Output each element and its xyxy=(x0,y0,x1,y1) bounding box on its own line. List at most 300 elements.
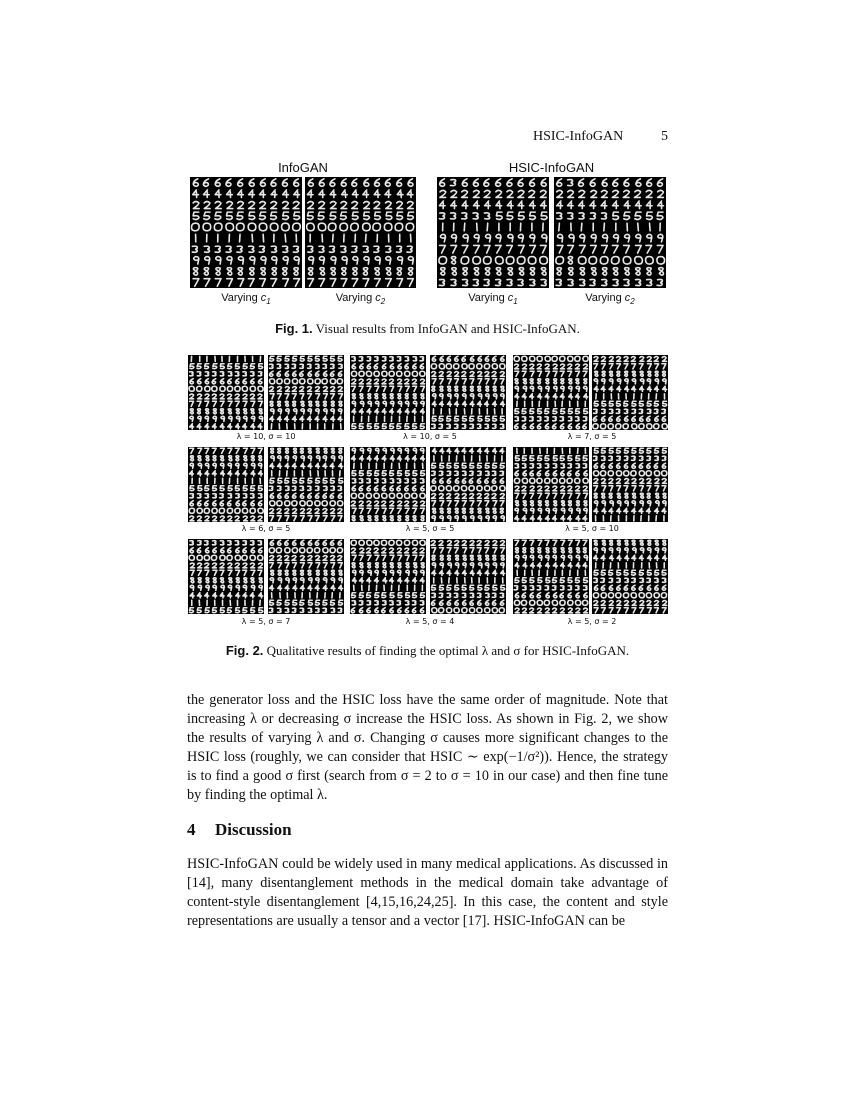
digit-grid-svg xyxy=(592,539,668,614)
digit-glyph xyxy=(192,246,197,252)
digit-glyph xyxy=(609,386,613,391)
digit-glyph xyxy=(413,379,417,384)
digit-glyph xyxy=(493,585,497,590)
fig1-grid-infogan-c1 xyxy=(190,177,302,288)
digit-glyph xyxy=(243,372,247,376)
digit-glyph xyxy=(530,563,534,568)
digit-glyph xyxy=(374,179,379,187)
digit-glyph xyxy=(331,516,335,521)
digit-glyph xyxy=(190,401,194,406)
digit-glyph xyxy=(514,478,519,483)
digit-glyph xyxy=(493,424,497,428)
digit-glyph xyxy=(663,540,666,545)
digit-glyph xyxy=(191,223,199,231)
digit-glyph xyxy=(514,356,519,361)
digit-glyph xyxy=(632,463,635,468)
digit-glyph xyxy=(451,234,456,242)
digit-glyph xyxy=(538,456,542,461)
digit-glyph xyxy=(523,563,527,568)
digit-glyph xyxy=(567,478,573,483)
digit-glyph xyxy=(492,356,496,361)
digit-glyph xyxy=(477,364,482,369)
digit-glyph xyxy=(617,540,620,545)
digit-glyph xyxy=(293,448,296,453)
digit-glyph xyxy=(462,179,467,187)
digit-glyph xyxy=(579,213,584,219)
digit-glyph xyxy=(333,234,334,242)
digit-glyph xyxy=(518,279,523,285)
digit-glyph xyxy=(613,268,618,276)
digit-glyph xyxy=(259,212,265,219)
digit-glyph xyxy=(462,463,466,468)
digit-glyph xyxy=(500,448,504,453)
digit-glyph xyxy=(212,563,216,568)
digit-glyph xyxy=(330,190,336,198)
digit-glyph xyxy=(454,501,458,506)
digit-glyph xyxy=(227,501,231,506)
digit-glyph xyxy=(530,501,533,506)
digit-glyph xyxy=(213,578,216,583)
digit-glyph xyxy=(363,190,369,198)
digit-glyph xyxy=(584,409,588,414)
digit-glyph xyxy=(337,379,342,384)
digit-glyph xyxy=(454,364,459,369)
digit-glyph xyxy=(235,563,239,568)
digit-glyph xyxy=(243,471,247,476)
digit-glyph xyxy=(421,570,425,575)
digit-glyph xyxy=(190,541,193,545)
digit-glyph xyxy=(636,245,642,253)
digit-glyph xyxy=(500,593,503,597)
digit-glyph xyxy=(655,379,659,384)
digit-glyph xyxy=(278,570,281,575)
digit-glyph xyxy=(259,223,267,231)
digit-glyph xyxy=(189,555,194,560)
digit-glyph xyxy=(568,600,573,605)
digit-glyph xyxy=(530,478,535,483)
digit-glyph xyxy=(308,608,312,612)
digit-glyph xyxy=(440,448,444,453)
digit-glyph xyxy=(455,508,458,513)
digit-glyph xyxy=(420,601,423,605)
digit-glyph xyxy=(646,471,651,476)
digit-glyph xyxy=(386,212,392,219)
digit-glyph xyxy=(390,357,393,361)
digit-glyph xyxy=(238,257,243,265)
digit-glyph xyxy=(500,416,504,421)
digit-glyph xyxy=(617,501,621,506)
digit-glyph xyxy=(448,394,452,399)
digit-glyph xyxy=(492,372,496,377)
digit-glyph xyxy=(190,548,194,553)
digit-glyph xyxy=(375,471,379,476)
digit-glyph xyxy=(593,593,598,598)
digit-glyph xyxy=(594,357,598,362)
digit-glyph xyxy=(390,555,394,560)
digit-glyph xyxy=(617,548,621,553)
digit-glyph xyxy=(351,501,355,506)
digit-glyph xyxy=(537,563,541,568)
digit-glyph xyxy=(277,371,281,376)
digit-glyph xyxy=(515,493,519,498)
digit-glyph xyxy=(662,409,666,413)
digit-glyph xyxy=(308,268,313,276)
digit-glyph xyxy=(640,379,644,384)
digit-glyph xyxy=(639,608,643,613)
digit-glyph xyxy=(431,600,435,605)
digit-glyph xyxy=(584,493,588,498)
digit-glyph xyxy=(412,540,417,545)
digit-glyph xyxy=(609,456,612,460)
digit-glyph xyxy=(308,463,312,468)
digit-glyph xyxy=(251,501,255,506)
digit-glyph xyxy=(189,386,194,391)
digit-glyph xyxy=(205,401,209,406)
digit-glyph xyxy=(271,279,277,287)
digit-glyph xyxy=(594,493,597,498)
digit-glyph xyxy=(412,371,417,376)
digit-glyph xyxy=(258,541,262,545)
digit-glyph xyxy=(560,356,565,361)
digit-glyph xyxy=(432,379,436,384)
digit-glyph xyxy=(213,585,217,590)
digit-glyph xyxy=(616,479,620,484)
digit-glyph xyxy=(285,556,289,561)
digit-glyph xyxy=(190,372,193,376)
digit-glyph xyxy=(462,448,466,453)
digit-glyph xyxy=(507,179,513,187)
digit-glyph xyxy=(398,578,402,583)
digit-glyph xyxy=(568,456,572,461)
digit-glyph xyxy=(294,190,300,198)
digit-glyph xyxy=(413,548,417,553)
digit-glyph xyxy=(212,379,216,384)
digit-glyph xyxy=(390,394,393,399)
digit-glyph xyxy=(397,212,403,219)
digit-glyph xyxy=(375,257,380,265)
digit-glyph xyxy=(639,456,642,460)
digit-glyph xyxy=(537,478,542,483)
digit-glyph xyxy=(244,409,247,414)
digit-glyph xyxy=(538,417,541,421)
digit-glyph xyxy=(530,540,534,545)
digit-glyph xyxy=(455,386,458,391)
digit-glyph xyxy=(236,608,240,613)
digit-glyph xyxy=(485,585,489,590)
digit-glyph xyxy=(485,608,490,613)
digit-glyph xyxy=(190,585,194,590)
digit-glyph xyxy=(412,608,415,613)
digit-glyph xyxy=(552,578,556,583)
digit-glyph xyxy=(528,257,536,265)
digit-glyph xyxy=(397,570,401,575)
digit-glyph xyxy=(244,456,247,461)
digit-glyph xyxy=(389,409,393,414)
digit-glyph xyxy=(206,585,210,590)
digit-glyph xyxy=(323,371,327,376)
digit-glyph xyxy=(238,279,244,287)
digit-glyph xyxy=(398,555,402,560)
digit-glyph xyxy=(514,540,518,545)
digit-glyph xyxy=(439,593,443,597)
digit-glyph xyxy=(500,548,504,553)
digit-glyph xyxy=(408,257,413,265)
digit-glyph xyxy=(270,501,275,506)
digit-glyph xyxy=(220,516,224,521)
digit-glyph xyxy=(308,516,312,521)
digit-glyph xyxy=(625,268,630,276)
digit-glyph xyxy=(624,486,628,491)
digit-glyph xyxy=(659,268,664,276)
digit-glyph xyxy=(338,387,342,392)
digit-glyph xyxy=(506,257,514,265)
digit-glyph xyxy=(405,601,409,605)
digit-glyph xyxy=(408,279,414,287)
digit-glyph xyxy=(568,501,571,506)
digit-glyph xyxy=(624,409,627,413)
digit-glyph xyxy=(213,364,217,369)
digit-glyph xyxy=(292,223,300,231)
digit-glyph xyxy=(405,386,409,391)
digit-glyph xyxy=(463,279,468,285)
digit-glyph xyxy=(390,424,394,429)
digit-glyph xyxy=(197,372,200,376)
digit-glyph xyxy=(374,493,379,498)
digit-glyph xyxy=(338,416,342,421)
digit-glyph xyxy=(331,600,335,605)
digit-glyph xyxy=(270,448,273,453)
digit-glyph xyxy=(609,601,613,606)
digit-glyph xyxy=(260,190,266,198)
digit-glyph xyxy=(602,371,605,376)
digit-glyph xyxy=(601,448,605,453)
digit-glyph xyxy=(447,494,451,499)
digit-glyph xyxy=(602,508,606,513)
digit-glyph xyxy=(623,190,629,197)
digit-glyph xyxy=(270,401,273,406)
digit-glyph xyxy=(439,585,443,590)
digit-glyph xyxy=(576,548,579,553)
digit-glyph xyxy=(300,585,304,590)
digit-glyph xyxy=(561,516,565,521)
digit-glyph xyxy=(301,540,305,545)
digit-glyph xyxy=(205,494,208,498)
digit-glyph xyxy=(292,387,296,392)
digit-grid-svg xyxy=(437,177,549,288)
digit-glyph xyxy=(404,493,409,498)
digit-glyph xyxy=(293,409,296,414)
digit-glyph xyxy=(323,401,326,406)
digit-glyph xyxy=(270,463,274,468)
digit-glyph xyxy=(363,279,369,287)
digit-glyph xyxy=(351,608,355,613)
digit-glyph xyxy=(438,608,444,613)
digit-glyph xyxy=(625,601,629,606)
digit-glyph xyxy=(228,570,232,575)
digit-glyph xyxy=(655,570,659,575)
digit-glyph xyxy=(478,416,482,421)
digit-glyph xyxy=(546,379,549,384)
digit-glyph xyxy=(447,516,450,521)
digit-glyph xyxy=(368,394,371,399)
digit-glyph xyxy=(323,585,327,590)
digit-glyph xyxy=(635,279,640,285)
fig2-digit-grid xyxy=(592,447,668,522)
digit-glyph xyxy=(529,234,535,242)
digit-glyph xyxy=(501,570,505,575)
digit-glyph xyxy=(359,508,363,513)
digit-glyph xyxy=(375,386,379,391)
digit-glyph xyxy=(315,416,319,421)
digit-glyph xyxy=(662,555,666,560)
digit-glyph xyxy=(215,202,221,209)
digit-glyph xyxy=(557,268,562,276)
digit-glyph xyxy=(205,416,209,421)
digit-glyph xyxy=(613,279,618,285)
digit-glyph xyxy=(546,371,550,376)
digit-glyph xyxy=(212,471,216,476)
digit-glyph xyxy=(235,541,238,545)
digit-glyph xyxy=(477,463,481,468)
digit-glyph xyxy=(553,464,556,468)
digit-glyph xyxy=(515,501,518,506)
digit-glyph xyxy=(537,379,540,384)
digit-glyph xyxy=(271,570,274,575)
digit-glyph xyxy=(601,364,605,369)
digit-glyph xyxy=(523,508,527,513)
digit-glyph xyxy=(205,372,208,376)
digit-glyph xyxy=(323,608,326,612)
digit-glyph xyxy=(553,516,557,521)
digit-glyph xyxy=(249,246,254,252)
digit-glyph xyxy=(227,279,233,287)
digit-glyph xyxy=(213,416,217,421)
fig2-sublabel: λ = 5, σ = 5 xyxy=(405,524,455,533)
digit-glyph xyxy=(500,424,504,428)
digit-glyph xyxy=(634,257,642,265)
digit-glyph xyxy=(447,478,451,483)
digit-glyph xyxy=(522,417,525,421)
digit-grid-svg xyxy=(513,355,589,430)
digit-glyph xyxy=(251,456,254,461)
digit-glyph xyxy=(561,548,564,553)
digit-glyph xyxy=(236,494,239,498)
digit-glyph xyxy=(367,555,371,560)
digit-glyph xyxy=(270,578,273,583)
digit-glyph xyxy=(624,508,628,513)
digit-glyph xyxy=(522,540,526,545)
digit-glyph xyxy=(602,409,605,413)
digit-glyph xyxy=(292,394,296,399)
digit-glyph xyxy=(205,608,209,613)
digit-glyph xyxy=(515,548,518,553)
digit-glyph xyxy=(285,448,288,453)
digit-glyph xyxy=(198,563,202,568)
digit-glyph xyxy=(561,540,565,545)
digit-glyph xyxy=(300,394,304,399)
digit-glyph xyxy=(439,401,443,406)
digit-glyph xyxy=(300,608,304,612)
digit-glyph xyxy=(580,234,585,242)
digit-glyph xyxy=(522,608,526,613)
digit-glyph xyxy=(616,401,620,406)
digit-glyph xyxy=(655,364,659,369)
digit-glyph xyxy=(235,555,240,560)
digit-glyph xyxy=(277,364,280,368)
digit-glyph xyxy=(277,556,281,561)
digit-glyph xyxy=(553,563,557,568)
digit-glyph xyxy=(454,548,458,553)
digit-glyph xyxy=(538,578,542,583)
digit-glyph xyxy=(522,464,525,468)
digit-glyph xyxy=(485,424,488,428)
digit-glyph xyxy=(228,424,232,429)
digit-glyph xyxy=(367,471,371,476)
digit-glyph xyxy=(624,234,629,242)
digit-glyph xyxy=(617,601,621,606)
digit-glyph xyxy=(323,563,327,568)
digit-glyph xyxy=(432,508,435,513)
digit-glyph xyxy=(601,601,605,606)
digit-glyph xyxy=(493,555,496,560)
digit-glyph xyxy=(323,509,327,514)
digit-glyph xyxy=(251,570,255,575)
digit-glyph xyxy=(518,245,524,253)
digit-glyph xyxy=(584,555,588,560)
digit-glyph xyxy=(421,501,425,506)
digit-glyph xyxy=(462,478,465,483)
digit-glyph xyxy=(463,401,467,406)
digit-glyph xyxy=(515,593,519,598)
digit-glyph xyxy=(413,471,417,476)
digit-glyph xyxy=(300,578,304,583)
digit-glyph xyxy=(632,424,638,429)
digit-glyph xyxy=(260,279,266,287)
digit-glyph xyxy=(269,486,273,490)
digit-glyph xyxy=(594,501,598,506)
digit-glyph xyxy=(341,279,347,287)
digit-glyph xyxy=(530,179,535,187)
digit-glyph xyxy=(647,386,651,391)
digit-glyph xyxy=(492,608,498,613)
digit-glyph xyxy=(375,448,378,453)
digit-glyph xyxy=(271,190,277,198)
digit-glyph xyxy=(227,386,232,391)
digit-glyph xyxy=(205,463,209,468)
digit-glyph xyxy=(293,456,297,461)
digit-glyph xyxy=(601,386,605,391)
digit-glyph xyxy=(323,416,327,421)
digit-glyph xyxy=(243,379,247,384)
digit-glyph xyxy=(190,379,193,384)
digit-glyph xyxy=(518,190,524,197)
fig2-digit-grid xyxy=(350,355,426,430)
digit-glyph xyxy=(594,548,597,553)
digit-glyph xyxy=(569,234,574,242)
digit-glyph xyxy=(308,448,311,453)
digit-glyph xyxy=(277,516,281,521)
digit-glyph xyxy=(316,463,320,468)
digit-glyph xyxy=(609,548,613,553)
digit-glyph xyxy=(432,570,436,575)
fig1-label-infogan-c1: Varying $c_1$ xyxy=(221,292,271,307)
digit-glyph xyxy=(190,416,194,421)
digit-glyph xyxy=(655,585,659,590)
digit-glyph xyxy=(236,578,239,583)
digit-glyph xyxy=(654,608,658,613)
digit-glyph xyxy=(584,394,588,399)
digit-glyph xyxy=(294,279,300,287)
